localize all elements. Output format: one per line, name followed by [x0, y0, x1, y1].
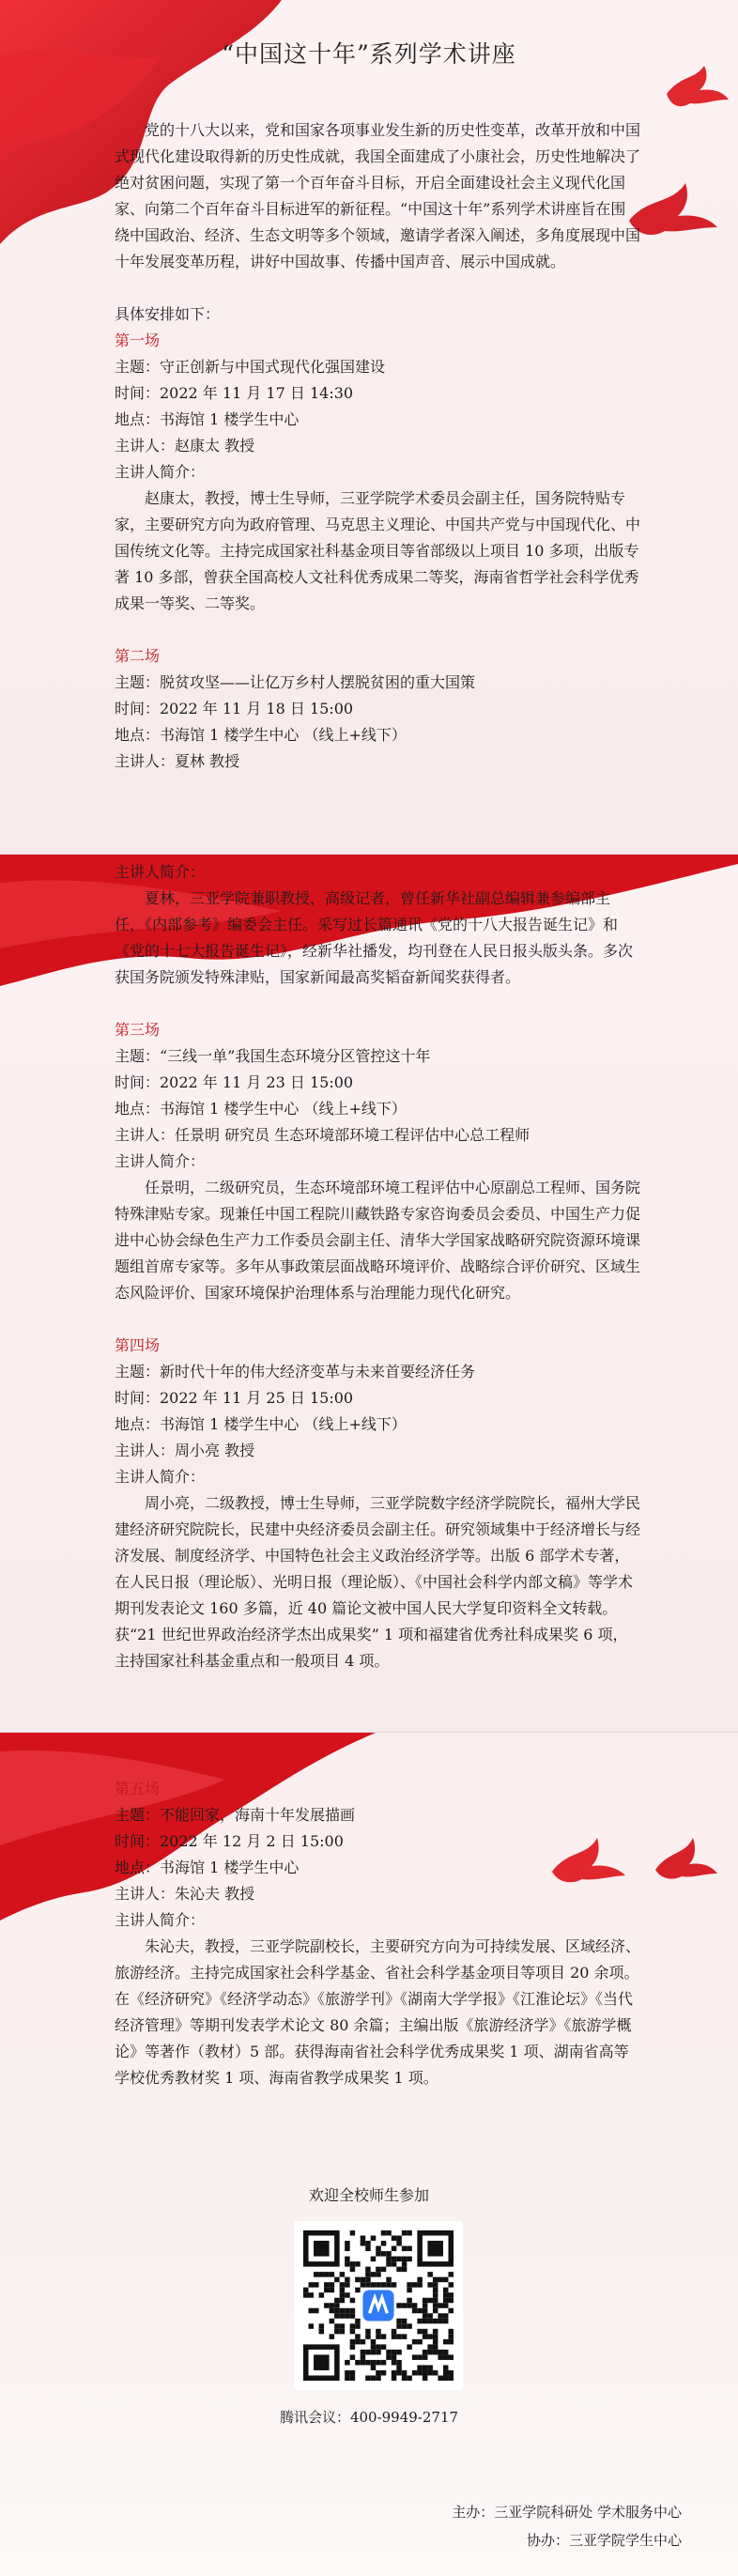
session-time: 时间：2022 年 12 月 2 日 15:00 [115, 1832, 344, 1850]
speaker-intro-label: 主讲人简介： [115, 1911, 206, 1929]
speaker-intro-label: 主讲人简介： [115, 1468, 206, 1486]
session-time: 时间：2022 年 11 月 18 日 15:00 [115, 700, 354, 717]
session-speaker: 主讲人：朱沁夫 教授 [115, 1885, 255, 1903]
session-heading: 第四场 [115, 1336, 161, 1354]
speaker-intro-label: 主讲人简介： [115, 863, 206, 881]
page-title: “中国这十年”系列学术讲座 [222, 40, 516, 68]
intro-paragraph: 党的十八大以来，党和国家各项事业发生新的历史性变革，改革开放和中国式现代化建设取得新的历史性成就，我国全面建成了小康社会，历史性地解决了绝对贫困问题，实现了第一个百年奋斗目标，开启全面建设社会主义现代化国家、向第二个百年奋斗目标进军的新征程。“中国这十年”系列学术讲座旨在围绕中国政治、经济、生态文明等多个领域，邀请学者深入阐述，多角度展现中国十年发展变革历程，讲好中国故事、传播中国声音、展示中国成就。 [115, 121, 641, 270]
session-speaker: 主讲人：赵康太 教授 [115, 437, 255, 455]
speaker-bio: 赵康太，教授，博士生导师，三亚学院学术委员会副主任，国务院特贴专家，主要研究方向为政府管理、马克思主义理论、中国共产党与中国现代化、中国传统文化等。主持完成国家社科基金项目等省部级以上项目 10 多项，出版专著 10 多部，曾获全国高校人文社科优秀成果二等奖，海南省哲学社会科学优秀成果一等奖、二等奖。 [115, 489, 641, 612]
session-topic: 主题：守正创新与中国式现代化强国建设 [115, 358, 386, 376]
speaker-intro-label: 主讲人简介： [115, 1152, 206, 1170]
session-place: 地点：书海馆 1 楼学生中心 （线上+线下） [115, 1100, 407, 1118]
content-block-2 [115, 859, 640, 1674]
schedule-label: 具体安排如下： [115, 305, 221, 323]
session-place: 地点：书海馆 1 楼学生中心 [115, 1859, 300, 1876]
session-heading: 第一场 [115, 332, 161, 349]
session-4 [115, 1333, 640, 1674]
session-topic: 主题：“三线一单”我国生态环境分区管控这十年 [115, 1047, 431, 1065]
session-speaker: 主讲人：任景明 研究员 生态环境部环境工程评估中心总工程师 [115, 1126, 530, 1144]
session-heading: 第二场 [115, 647, 161, 665]
panel-one [0, 0, 738, 855]
session-topic: 主题：不能回家，海南十年发展描画 [115, 1806, 356, 1824]
session-topic: 主题：新时代十年的伟大经济变革与未来首要经济任务 [115, 1363, 476, 1381]
content-block-1 [115, 117, 640, 775]
session-speaker: 主讲人：周小亮 教授 [115, 1442, 255, 1459]
session-3 [115, 1017, 640, 1306]
dove-icon [648, 1827, 723, 1892]
speaker-bio: 任景明，二级研究员，生态环境部环境工程评估中心原副总工程师、国务院特殊津贴专家。现兼任中国工程院川藏铁路专家咨询委员会委员、中国生产力促进中心协会绿色生产力工作委员会副主任、清华大学国家战略研究院资源环境课题组首席专家等。多年从事政策层面战略环境评价、战略综合评价研究、区域生态风险评价、国家环境保护治理体系与治理能力现代化研究。 [115, 1179, 641, 1302]
qr-code-icon[interactable] [294, 2221, 463, 2390]
session-time: 时间：2022 年 11 月 23 日 15:00 [115, 1073, 354, 1091]
speaker-bio: 夏林，三亚学院兼职教授，高级记者，曾任新华社副总编辑兼参编部主任，《内部参考》编委会主任。采写过长篇通讯《党的十八大报告诞生记》和《党的十七大报告诞生记》，经新华社播发，均刊登在人民日报头版头条。多次获国务院颁发特殊津贴，国家新闻最高奖韬奋新闻奖获得者。 [115, 889, 634, 986]
session-place: 地点：书海馆 1 楼学生中心 （线上+线下） [115, 726, 407, 744]
session-place: 地点：书海馆 1 楼学生中心 [115, 410, 300, 428]
session-speaker: 主讲人：夏林 教授 [115, 752, 240, 770]
session-heading: 第三场 [115, 1021, 161, 1039]
speaker-bio: 周小亮，二级教授，博士生导师，三亚学院数字经济学院院长，福州大学民建经济研究院院长，民建中央经济委员会副主任。研究领域集中于经济增长与经济发展、制度经济学、中国特色社会主义政治经济学等。出版 6 部学术专著，在人民日报（理论版）、光明日报（理论版）、《中国社会科学内部文稿》等学术期刊发表论文 160 多篇，近 40 篇论文被中国人民大学复印资料全文转载。获“21 世纪世界政治经济学杰出成果奖” 1 项和福建省优秀社科成果奖 6 项，主持国家社科基金重点和一般项目 4 项。 [115, 1494, 641, 1670]
welcome-text: 欢迎全校师生参加 [308, 2186, 429, 2204]
session-time: 时间：2022 年 11 月 25 日 15:00 [115, 1389, 354, 1407]
meeting-id: 腾讯会议：400-9949-2717 [279, 2409, 459, 2426]
session-time: 时间：2022 年 11 月 17 日 14:30 [115, 384, 354, 402]
session-2 [115, 643, 640, 775]
session-place: 地点：书海馆 1 楼学生中心 （线上+线下） [115, 1415, 407, 1433]
session-5 [115, 1776, 640, 2091]
qr-code-image [303, 2230, 454, 2381]
speaker-bio: 朱沁夫，教授，三亚学院副校长，主要研究方向为可持续发展、区域经济、旅游经济。主持完成国家社会科学基金、省社会科学基金项目等项目 20 余项。在《经济研究》《经济学动态》《旅游学刊》《湖南大学学报》《江淮论坛》《当代经济管理》等期刊发表学术论文 80 余篇；主编出版《旅游经济学》《旅游学概论》等著作（教材）5 部。获得海南省社会科学优秀成果奖 1 项、湖南省高等学校优秀教材奖 1 项、海南省教学成果奖 1 项。 [115, 1937, 641, 2087]
co-organizer: 协办：三亚学院学生中心 [526, 2532, 682, 2549]
footer [306, 2498, 682, 2554]
panel-two [0, 855, 738, 1733]
session-heading: 第五场 [115, 1780, 161, 1797]
panel-three [0, 1733, 738, 2576]
session-topic: 主题：脱贫攻坚——让亿万乡村人摆脱贫困的重大国策 [115, 673, 476, 691]
speaker-intro-label: 主讲人简介： [115, 463, 206, 481]
session-1 [115, 328, 640, 617]
organizer: 主办：三亚学院科研处 学术服务中心 [452, 2504, 682, 2521]
content-block-3 [115, 1751, 640, 2091]
